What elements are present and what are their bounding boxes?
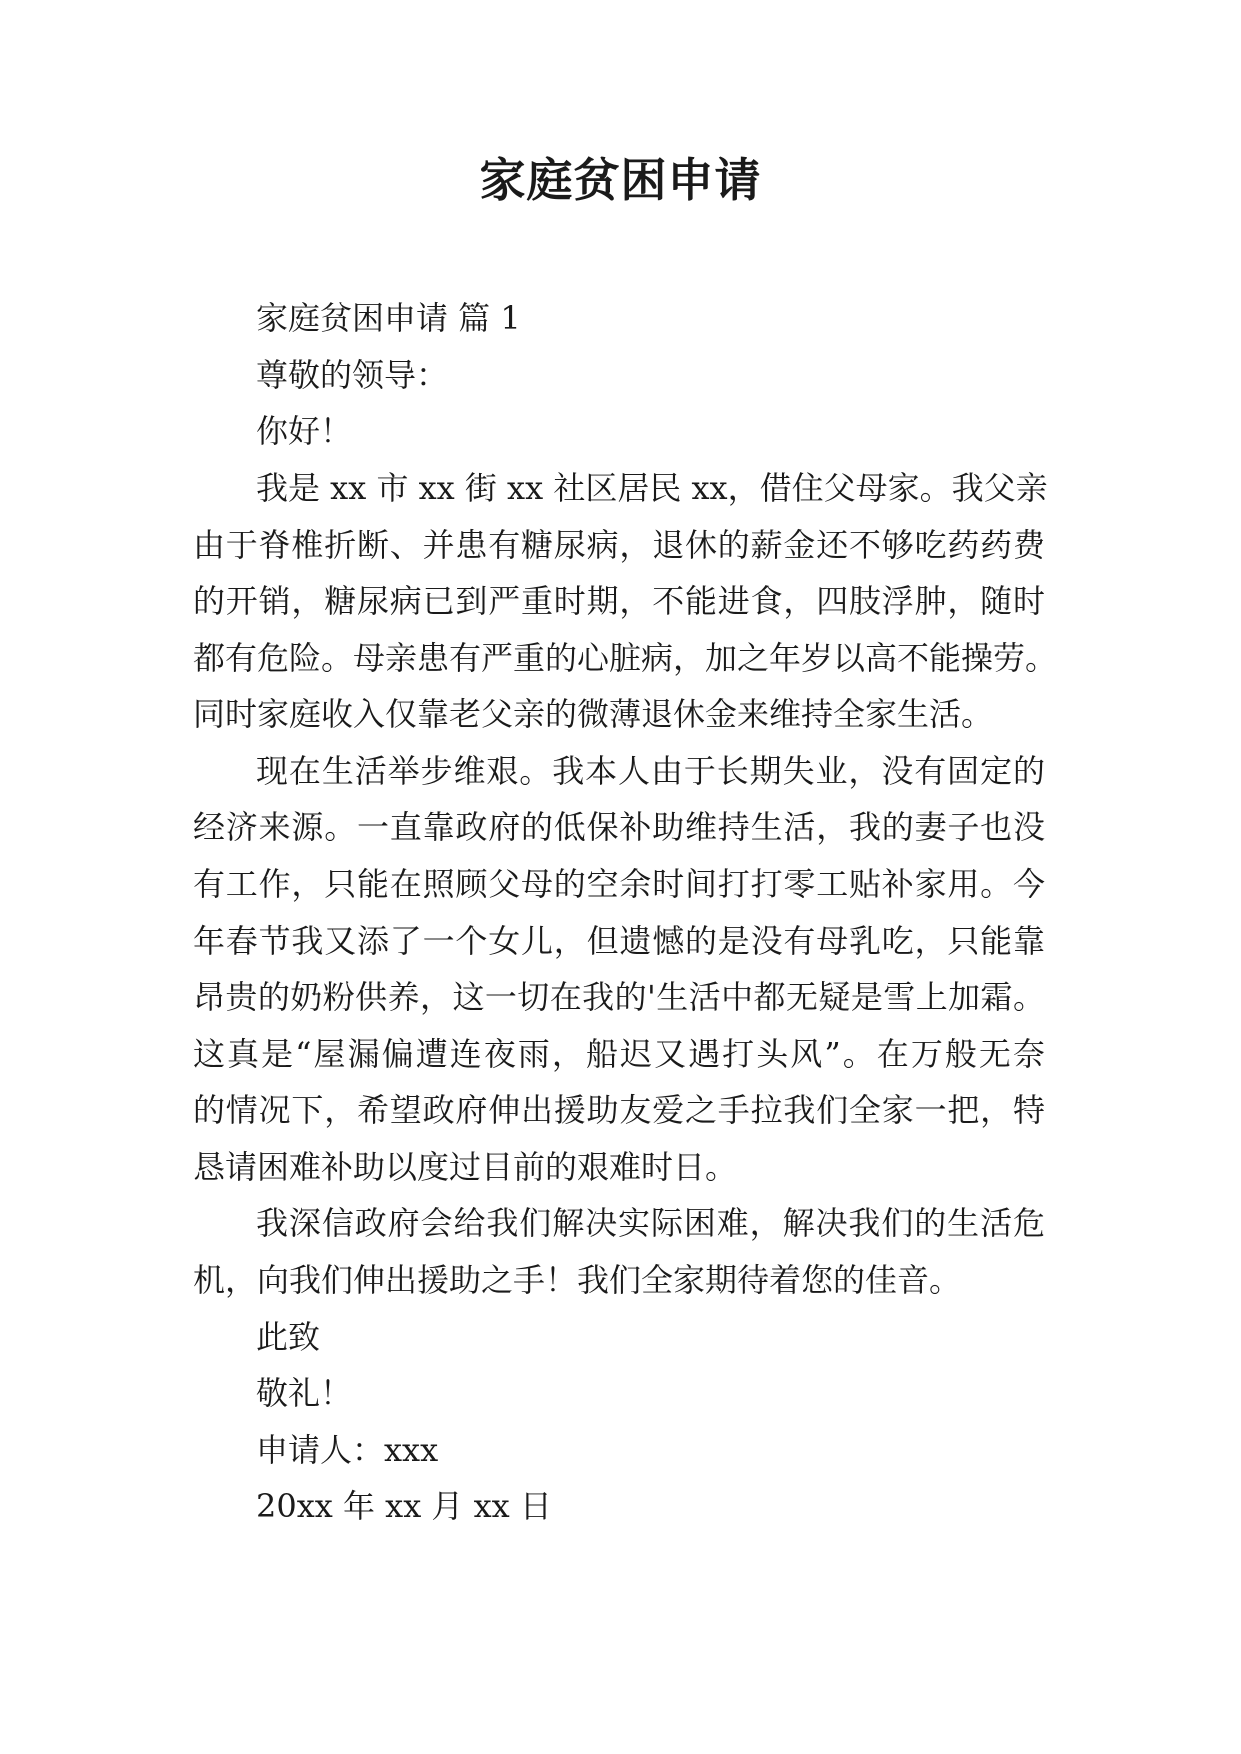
paragraph-line: 恳请困难补助以度过目前的艰难时日。 [193, 1148, 738, 1186]
paragraph-line: 机，向我们伸出援助之手！我们全家期待着您的佳音。 [193, 1261, 962, 1299]
paragraph-line: 我是 xx 市 xx 街 xx 社区居民 xx，借住父母家。我父亲 [256, 469, 1048, 507]
paragraph-line: 我深信政府会给我们解决实际困难，解决我们的生活危 [256, 1204, 1045, 1242]
paragraph-line: 现在生活举步维艰。我本人由于长期失业，没有固定的 [256, 752, 1045, 790]
section-heading: 家庭贫困申请 篇 1 [256, 299, 521, 337]
paragraph-line: 由于脊椎折断、并患有糖尿病，退休的薪金还不够吃药药费 [193, 526, 1045, 564]
paragraph-line: 昂贵的奶粉供养，这一切在我的'生活中都无疑是雪上加霜。 [193, 978, 1045, 1016]
paragraph-line: 有工作，只能在照顾父母的空余时间打打零工贴补家用。今 [193, 865, 1045, 903]
document-date: 20xx 年 xx 月 xx 日 [256, 1487, 552, 1525]
paragraph-line: 同时家庭收入仅靠老父亲的微薄退休金来维持全家生活。 [193, 695, 994, 733]
paragraph-line: 这真是“屋漏偏遭连夜雨，船迟又遇打头风”。在万般无奈 [193, 1035, 1045, 1073]
paragraph-line: 的开销，糖尿病已到严重时期，不能进食，四肢浮肿，随时 [193, 582, 1045, 620]
closing-salute: 敬礼！ [256, 1374, 353, 1412]
paragraph-line: 都有危险。母亲患有严重的心脏病，加之年岁以高不能操劳。 [193, 639, 1058, 677]
applicant-signature: 申请人：xxx [256, 1431, 439, 1469]
closing-line: 此致 [256, 1318, 321, 1356]
greeting: 你好！ [256, 412, 353, 450]
paragraph-line: 年春节我又添了一个女儿，但遗憾的是没有母乳吃，只能靠 [193, 922, 1045, 960]
paragraph-line: 的情况下，希望政府伸出援助友爱之手拉我们全家一把，特 [193, 1091, 1045, 1129]
salutation: 尊敬的领导： [256, 356, 449, 394]
document-title: 家庭贫困申请 [479, 153, 762, 207]
paragraph-line: 经济来源。一直靠政府的低保补助维持生活，我的妻子也没 [193, 808, 1045, 846]
